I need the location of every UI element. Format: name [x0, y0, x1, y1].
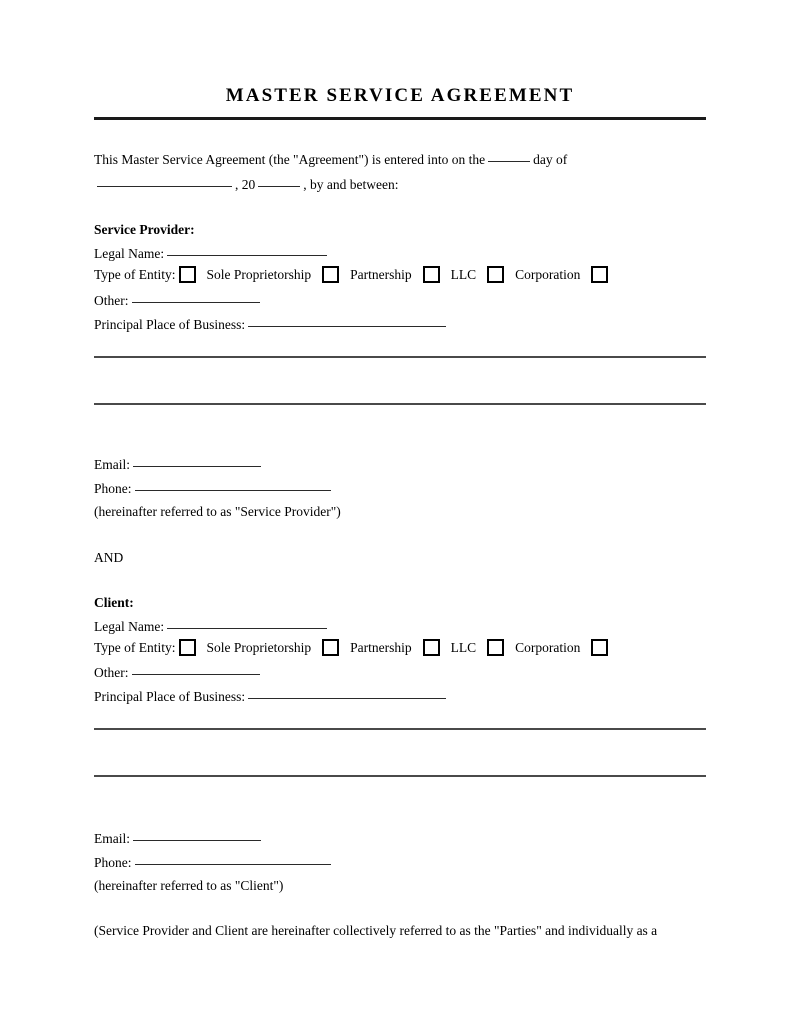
conjunction-and: AND [94, 550, 124, 565]
option-label-corporation: Corporation [515, 267, 581, 282]
client-email-row [94, 830, 264, 847]
month-blank-field[interactable] [97, 176, 232, 187]
intro-text-end: , by and between: [303, 177, 399, 192]
entity-type-label: Type of Entity: [94, 640, 176, 655]
client-legal-name-field[interactable] [167, 618, 327, 629]
service-provider-address-line-2[interactable] [94, 403, 706, 405]
client-entity-type-row [94, 639, 608, 656]
intro-year-prefix: , 20 [235, 177, 256, 192]
client-principal-place-row [94, 688, 449, 705]
service-provider-hereinafter-note: (hereinafter referred to as "Service Provider") [94, 504, 341, 519]
client-email-field[interactable] [133, 830, 261, 841]
other-label: Other: [94, 665, 129, 680]
service-provider-other-row [94, 292, 263, 309]
phone-label: Phone: [94, 481, 132, 496]
service-provider-principal-place-field[interactable] [248, 316, 446, 327]
entity-type-label: Type of Entity: [94, 267, 176, 282]
email-label: Email: [94, 457, 130, 472]
option-label-llc: LLC [450, 267, 477, 282]
checkbox-other-client[interactable] [591, 639, 608, 656]
option-label-partnership: Partnership [350, 267, 412, 282]
legal-name-label: Legal Name: [94, 619, 165, 634]
principal-place-label: Principal Place of Business: [94, 689, 246, 704]
principal-place-label: Principal Place of Business: [94, 317, 246, 332]
client-address-line-2[interactable] [94, 775, 706, 777]
service-provider-phone-row [94, 480, 334, 497]
option-label-sole-proprietorship: Sole Proprietorship [206, 640, 312, 655]
service-provider-entity-type-row [94, 266, 608, 283]
checkbox-llc-client[interactable] [423, 639, 440, 656]
checkbox-llc-provider[interactable] [423, 266, 440, 283]
service-provider-principal-place-row [94, 316, 449, 333]
page-title: MASTER SERVICE AGREEMENT [225, 85, 575, 106]
checkbox-partnership-provider[interactable] [322, 266, 339, 283]
option-label-sole-proprietorship: Sole Proprietorship [206, 267, 312, 282]
client-heading: Client: [94, 595, 134, 610]
intro-text-after-date-blank: day of [533, 152, 568, 167]
other-label: Other: [94, 293, 129, 308]
checkbox-partnership-client[interactable] [322, 639, 339, 656]
client-legal-name-row [94, 618, 330, 635]
service-provider-phone-field[interactable] [135, 480, 331, 491]
email-label: Email: [94, 831, 130, 846]
checkbox-corporation-client[interactable] [487, 639, 504, 656]
year-blank-field[interactable] [258, 176, 300, 187]
service-provider-email-field[interactable] [133, 456, 261, 467]
option-label-partnership: Partnership [350, 640, 412, 655]
client-other-field[interactable] [132, 664, 260, 675]
intro-text-before-date-blank: This Master Service Agreement (the "Agreement") is entered into on the [94, 152, 486, 167]
day-blank-field[interactable] [488, 151, 530, 162]
service-provider-address-line-1[interactable] [94, 356, 706, 358]
phone-label: Phone: [94, 855, 132, 870]
title-divider [94, 117, 706, 120]
client-other-row [94, 664, 263, 681]
option-label-llc: LLC [450, 640, 477, 655]
checkbox-sole-proprietorship-client[interactable] [179, 639, 196, 656]
client-address-line-1[interactable] [94, 728, 706, 730]
client-phone-field[interactable] [135, 854, 331, 865]
service-provider-email-row [94, 456, 264, 473]
checkbox-sole-proprietorship-provider[interactable] [179, 266, 196, 283]
option-label-corporation: Corporation [515, 640, 581, 655]
service-provider-legal-name-row [94, 245, 330, 262]
service-provider-legal-name-field[interactable] [167, 245, 327, 256]
client-principal-place-field[interactable] [248, 688, 446, 699]
legal-name-label: Legal Name: [94, 246, 165, 261]
parties-clause: (Service Provider and Client are hereinafter collectively referred to as the "Parties" and individually as a [94, 923, 658, 938]
client-hereinafter-note: (hereinafter referred to as "Client") [94, 878, 284, 893]
client-phone-row [94, 854, 334, 871]
service-provider-other-field[interactable] [132, 292, 260, 303]
service-provider-heading: Service Provider: [94, 222, 195, 237]
checkbox-other-provider[interactable] [591, 266, 608, 283]
checkbox-corporation-provider[interactable] [487, 266, 504, 283]
intro-line-1 [94, 151, 567, 168]
intro-line-2 [94, 176, 398, 193]
